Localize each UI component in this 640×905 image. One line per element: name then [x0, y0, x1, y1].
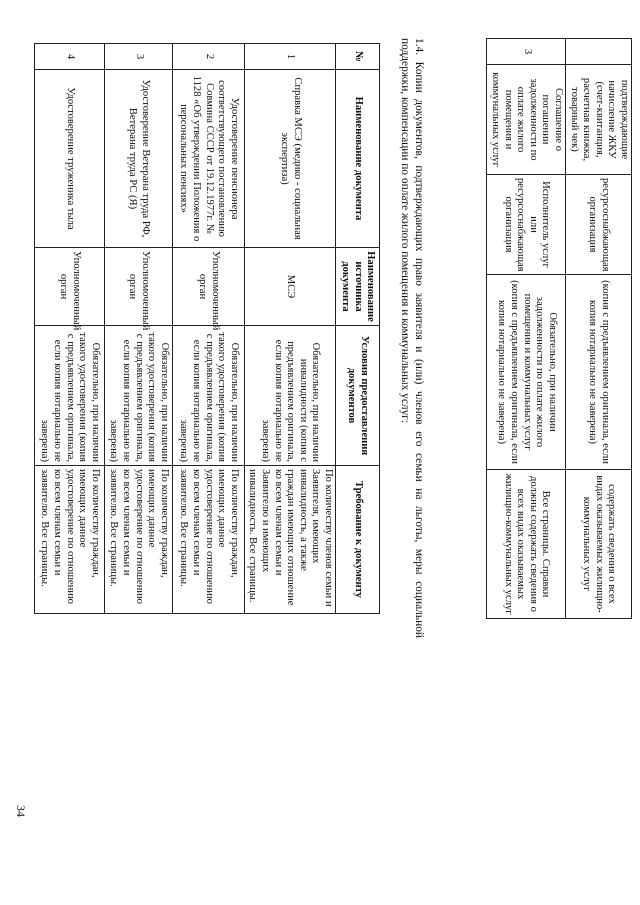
cell-source: Уполномоченный орган — [104, 248, 172, 326]
cell-num: 2 — [172, 44, 244, 70]
cell-requirement: По количеству граждан, имеющих данное удостоверение по отношению ко всем членам семьи и заявителю. Все страницы. — [172, 466, 244, 614]
cell-doc: подтверждающие начисление ЖКУ (счет-квитанция, расчетная книжка, товарный чек) — [566, 65, 632, 175]
cell-source: ресурсоснабжающая организация — [566, 175, 632, 275]
cell-source: МСЭ — [244, 248, 335, 326]
cell-conditions: Обязательно, при наличии задолженности по оплате жилого помещения и коммунальных услуг (копия с предъявлением оригинала, если копия нотариально не заверена) — [487, 275, 566, 470]
cell-num: 3 — [104, 44, 172, 70]
cell-doc: Справка МСЭ (медико - социальная экспертиза) — [244, 70, 335, 248]
section-heading: 1.4. Копии документов, подтверждающих право заявителя и (или) членов его семьи на льготы, меры социальной поддержки, компенсации по оплате жилого помещения и коммунальных услуг: — [399, 38, 425, 638]
cell-doc: Удостоверение Ветерана труда РФ, Ветерана труда РС (Я) — [104, 70, 172, 248]
cell-conditions: Обязательно, при наличии инвалидности (копия с предъявлением оригинала, если копия нотариально не заверена) — [244, 326, 335, 466]
cell-conditions: Обязательно, при наличии такого удостоверения (копия с предъявлением оригинала, если копия нотариально не заверена) — [104, 326, 172, 466]
cell-doc: Удостоверение пенсионера соответствующего постановлению Совмина СССР от 19.12.1977г. № 1128 «Об утверждении Положения о персональных пенсиях» — [172, 70, 244, 248]
cell-num: 1 — [244, 44, 335, 70]
cell-source: Уполномоченный орган — [34, 248, 104, 326]
header-conditions: Условия предоставления документов — [336, 326, 380, 466]
previous-table — [486, 38, 632, 619]
page-number: 34 — [14, 805, 28, 817]
table-row — [566, 39, 632, 619]
header-row — [336, 44, 380, 614]
cell-num: 3 — [487, 39, 566, 65]
table-row — [104, 44, 172, 614]
cell-conditions: (копия с предъявлением оригинала, если копия нотариально не заверена) — [566, 275, 632, 470]
cell-source: Исполнитель услуг или ресурсоснабжающая организация — [487, 175, 566, 275]
cell-conditions: Обязательно, при наличии такого удостоверения (копия с предъявлением оригинала, если копия нотариально не заверена) — [34, 326, 104, 466]
cell-num — [566, 39, 632, 65]
header-doc: Наименование документа — [336, 70, 380, 248]
cell-requirement: По количеству граждан, имеющих данное удостоверение по отношению ко всем членам семьи и заявителю. Все страницы. — [104, 466, 172, 614]
header-num: № — [336, 44, 380, 70]
table-row — [34, 44, 104, 614]
table-row — [172, 44, 244, 614]
main-table — [34, 43, 380, 614]
header-source: Наименование источника документа — [336, 248, 380, 326]
cell-requirement: По количеству членов семьи и Заявителя, имеющих инвалидность, а также граждан имеющих отношение ко всем членам семьи и Заявителю и имеющих инвалидность. Все страницы. — [244, 466, 335, 614]
cell-source: Уполномоченный орган — [172, 248, 244, 326]
table-row — [244, 44, 335, 614]
cell-requirement: Все страницы. Справки должны содержать сведения о всех видах оказываемых жилищно-коммунальных услуг — [487, 470, 566, 619]
cell-conditions: Обязательно, при наличии такого удостоверения (копия с предъявлением оригинала, если копия нотариально не заверена) — [172, 326, 244, 466]
header-requirement: Требование к документу — [336, 466, 380, 614]
cell-doc: Удостоверение труженика тыла — [34, 70, 104, 248]
cell-requirement: По количеству граждан, имеющих данное удостоверение по отношению ко всем членам семьи и заявителю. Все страницы. — [34, 466, 104, 614]
cell-doc: Соглашение о погашении задолженности по оплате жилого помещения и коммунальных услуг — [487, 65, 566, 175]
table-row — [487, 39, 566, 619]
cell-requirement: содержать сведения о всех видах оказываемых жилищно-коммунальных услуг — [566, 470, 632, 619]
cell-num: 4 — [34, 44, 104, 70]
